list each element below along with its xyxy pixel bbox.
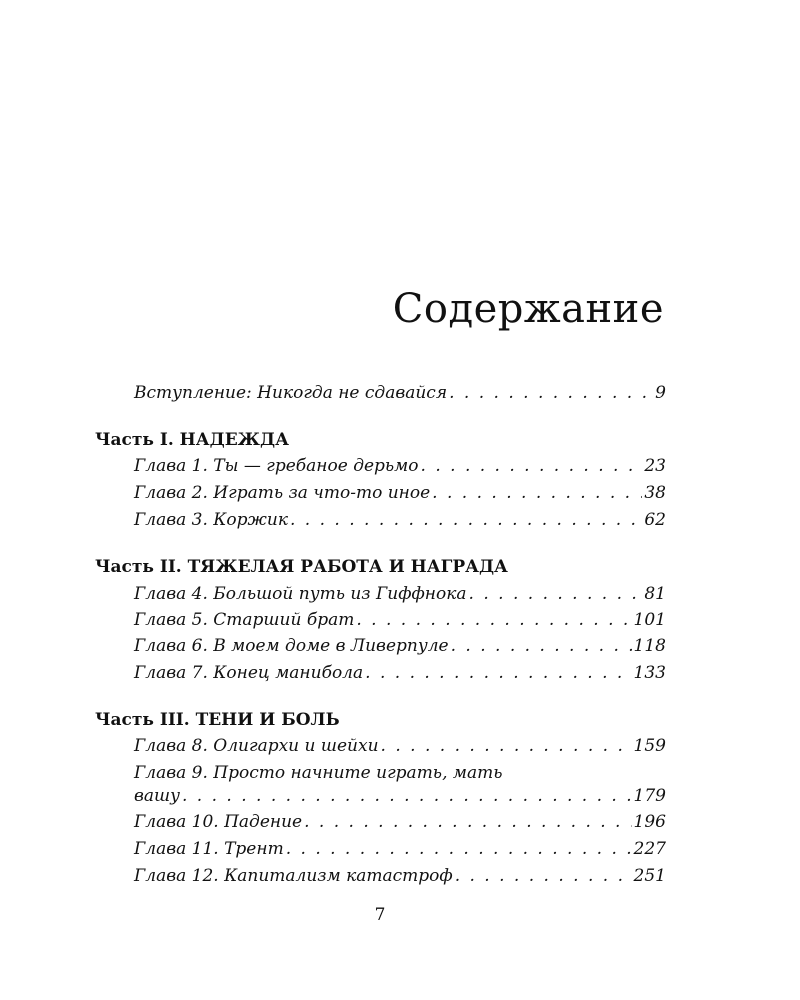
part-heading: Часть III. ТЕНИ И БОЛЬ <box>95 710 340 730</box>
toc-entry[interactable] <box>134 736 666 756</box>
leader-dots <box>286 839 632 859</box>
entry-page: 38 <box>644 483 666 503</box>
toc-entry-intro[interactable] <box>134 383 666 403</box>
leader-dots <box>365 663 631 683</box>
entry-title: Глава 3. Коржик <box>134 510 288 530</box>
entry-page: 81 <box>644 584 666 604</box>
leader-dots <box>304 812 631 832</box>
entry-title: Глава 5. Старший брат <box>134 610 355 630</box>
entry-title: Глава 12. Капитализм катастроф <box>134 866 453 886</box>
entry-title: Глава 7. Конец манибола <box>134 663 364 683</box>
entry-title: Вступление: Никогда не сдавайся <box>134 383 448 403</box>
entry-title: вашу <box>134 786 180 806</box>
entry-page: 196 <box>633 812 666 832</box>
part-heading: Часть II. ТЯЖЕЛАЯ РАБОТА И НАГРАДА <box>95 557 508 577</box>
leader-dots <box>449 383 653 403</box>
entry-page: 101 <box>633 610 666 630</box>
leader-dots <box>290 510 642 530</box>
entry-title: Глава 1. Ты — гребаное дерьмо <box>134 456 419 476</box>
part-heading: Часть I. НАДЕЖДА <box>95 430 289 450</box>
leader-dots <box>381 736 632 756</box>
entry-title: Глава 2. Играть за что-то иное <box>134 483 431 503</box>
entry-page: 62 <box>644 510 666 530</box>
entry-page: 9 <box>655 383 666 403</box>
toc-entry[interactable] <box>134 812 666 832</box>
leader-dots <box>469 584 643 604</box>
entry-title: Глава 6. В моем доме в Ливерпуле <box>134 636 449 656</box>
toc-entry[interactable] <box>134 636 666 656</box>
leader-dots <box>182 786 632 806</box>
page-title: Содержание <box>392 286 664 332</box>
leader-dots <box>451 636 632 656</box>
page-number: 7 <box>374 905 386 925</box>
leader-dots <box>421 456 643 476</box>
toc-entry[interactable] <box>134 610 666 630</box>
entry-page: 227 <box>633 839 666 859</box>
entry-page: 118 <box>633 636 666 656</box>
toc-entry[interactable] <box>134 663 666 683</box>
leader-dots <box>356 610 631 630</box>
entry-title: Глава 4. Большой путь из Гиффнока <box>134 584 467 604</box>
leader-dots <box>455 866 632 886</box>
toc-entry[interactable] <box>134 510 666 530</box>
toc-entry[interactable] <box>134 786 666 806</box>
entry-title: Глава 10. Падение <box>134 812 303 832</box>
entry-page: 23 <box>644 456 666 476</box>
entry-page: 159 <box>633 736 666 756</box>
toc-entry[interactable] <box>134 866 666 886</box>
toc-entry-line1[interactable]: Глава 9. Просто начните играть, мать <box>134 763 503 783</box>
entry-page: 251 <box>633 866 666 886</box>
toc-entry[interactable] <box>134 584 666 604</box>
entry-page: 133 <box>633 663 666 683</box>
toc-entry[interactable] <box>134 456 666 476</box>
entry-page: 179 <box>633 786 666 806</box>
toc-entry[interactable] <box>134 483 666 503</box>
leader-dots <box>432 483 642 503</box>
entry-title: Глава 8. Олигархи и шейхи <box>134 736 379 756</box>
entry-title: Глава 11. Трент <box>134 839 284 859</box>
toc-entry[interactable] <box>134 839 666 859</box>
